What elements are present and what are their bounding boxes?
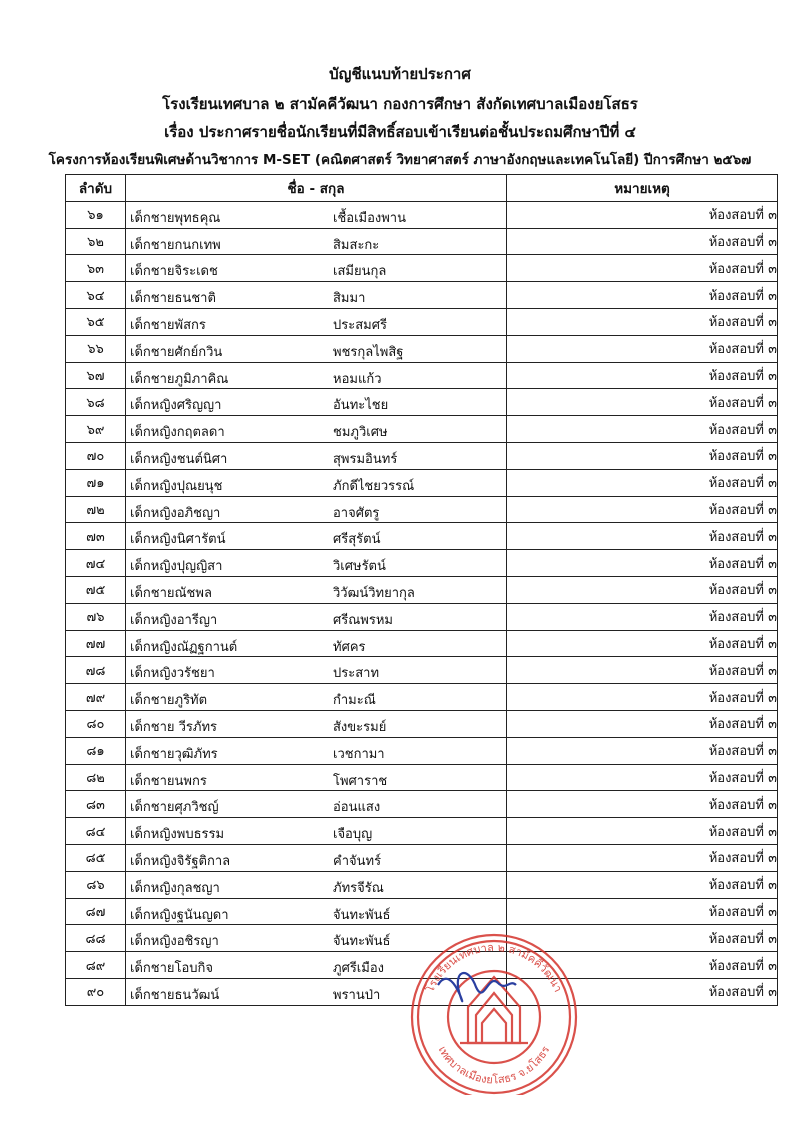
table-row: [66, 710, 778, 737]
table-row: [66, 737, 778, 764]
exam-room-note: ห้องสอบที่ ๓: [507, 201, 778, 228]
student-last-name: อันทะไชย: [333, 398, 389, 414]
student-first-name: เด็กชายภูริทัต: [130, 693, 208, 709]
row-number: ๘๓: [66, 791, 126, 818]
row-number: ๗๗: [66, 630, 126, 657]
student-first-name: เด็กหญิงอภิชญา: [130, 505, 221, 521]
student-name: [126, 308, 507, 335]
student-first-name: เด็กชาย วีรภัทร: [130, 719, 218, 735]
exam-room-note: ห้องสอบที่ ๓: [507, 791, 778, 818]
student-last-name: ประสาท: [333, 666, 380, 682]
student-last-name: วิเศษรัตน์: [333, 559, 386, 575]
student-first-name: เด็กชายพุทธคุณ: [130, 210, 221, 226]
student-first-name: เด็กชายวุฒิภัทร: [130, 746, 218, 762]
student-last-name: ชมภูวิเศษ: [333, 425, 388, 441]
student-name: [126, 201, 507, 228]
row-number: ๗๐: [66, 442, 126, 469]
exam-room-note: ห้องสอบที่ ๓: [507, 469, 778, 496]
table-row: [66, 469, 778, 496]
school-seal-stamp: [398, 925, 588, 1095]
student-last-name: เจือบุญ: [333, 827, 373, 843]
student-first-name: เด็กหญิงอารีญา: [130, 612, 218, 628]
row-number: ๖๑: [66, 201, 126, 228]
student-name: [126, 657, 507, 684]
table-row: [66, 416, 778, 443]
student-name: [126, 710, 507, 737]
table-row: [66, 255, 778, 282]
exam-room-note: ห้องสอบที่ ๓: [507, 389, 778, 416]
row-number: ๘๑: [66, 737, 126, 764]
table-row: [66, 201, 778, 228]
row-number: ๗๕: [66, 576, 126, 603]
exam-room-note: ห้องสอบที่ ๓: [507, 818, 778, 845]
exam-room-note: ห้องสอบที่ ๓: [507, 657, 778, 684]
student-first-name: เด็กชายจิระเดช: [130, 264, 218, 280]
row-number: ๗๖: [66, 603, 126, 630]
student-last-name: โพศาราช: [333, 773, 388, 789]
table-row: [66, 523, 778, 550]
table-row: [66, 576, 778, 603]
exam-room-note: ห้องสอบที่ ๓: [507, 282, 778, 309]
table-row: [66, 362, 778, 389]
student-name: [126, 764, 507, 791]
row-number: ๘๔: [66, 818, 126, 845]
exam-room-note: ห้องสอบที่ ๓: [507, 898, 778, 925]
student-first-name: เด็กชายนพกร: [130, 773, 207, 789]
student-name: [126, 818, 507, 845]
table-row: [66, 603, 778, 630]
exam-room-note: ห้องสอบที่ ๓: [507, 496, 778, 523]
row-number: ๗๑: [66, 469, 126, 496]
student-last-name: สิมมา: [333, 291, 366, 307]
column-header-name: ชื่อ - สกุล: [126, 175, 507, 202]
exam-room-note: ห้องสอบที่ ๓: [507, 228, 778, 255]
row-number: ๖๖: [66, 335, 126, 362]
row-number: ๖๕: [66, 308, 126, 335]
student-last-name: สุพรมอินทร์: [333, 451, 398, 467]
student-last-name: จันทะพันธ์: [333, 934, 391, 950]
student-first-name: เด็กชายกนกเทพ: [130, 237, 221, 253]
exam-room-note: ห้องสอบที่ ๓: [507, 710, 778, 737]
row-number: ๘๐: [66, 710, 126, 737]
student-first-name: เด็กหญิงกฤตลดา: [130, 425, 225, 441]
student-last-name: จันทะพันธ์: [333, 907, 391, 923]
student-last-name: สังขะรมย์: [333, 719, 387, 735]
student-first-name: เด็กหญิงศริญญา: [130, 398, 222, 414]
table-row: [66, 282, 778, 309]
exam-room-note: ห้องสอบที่ ๓: [507, 550, 778, 577]
student-first-name: เด็กหญิงปุญญิสา: [130, 559, 223, 575]
student-last-name: หอมแก้ว: [333, 371, 382, 387]
row-number: ๙๐: [66, 978, 126, 1005]
row-number: ๗๙: [66, 684, 126, 711]
student-name: [126, 362, 507, 389]
student-name: [126, 898, 507, 925]
table-body: [66, 201, 778, 1005]
table-row: [66, 308, 778, 335]
program-name: โครงการห้องเรียนพิเศษด้านวิชาการ M-SET (คณิตศาสตร์ วิทยาศาสตร์ ภาษาอังกฤษและเทคโนโลยี) ปีการศึกษา ๒๕๖๗: [48, 152, 752, 168]
table-row: [66, 764, 778, 791]
row-number: ๖๒: [66, 228, 126, 255]
table-row: [66, 496, 778, 523]
student-first-name: เด็กชายศุภวิชญ์: [130, 800, 219, 816]
row-number: ๖๔: [66, 282, 126, 309]
row-number: ๖๓: [66, 255, 126, 282]
row-number: ๗๓: [66, 523, 126, 550]
student-first-name: เด็กหญิงฐนันญดา: [130, 907, 229, 923]
row-number: ๘๒: [66, 764, 126, 791]
student-first-name: เด็กชายโอบกิจ: [130, 961, 214, 977]
student-name: [126, 603, 507, 630]
row-number: ๗๘: [66, 657, 126, 684]
exam-room-note: ห้องสอบที่ ๓: [507, 603, 778, 630]
exam-room-note: ห้องสอบที่ ๓: [507, 764, 778, 791]
student-last-name: ศรีณพรหม: [333, 612, 393, 628]
student-last-name: วิวัฒน์วิทยากุล: [333, 585, 415, 601]
table-row: [66, 818, 778, 845]
svg-text:โรงเรียนเทศบาล ๒ สามัคคีวัฒนา: โรงเรียนเทศบาล ๒ สามัคคีวัฒนา: [423, 940, 565, 995]
student-first-name: เด็กชายณัชพล: [130, 585, 212, 601]
table-row: [66, 228, 778, 255]
student-name: [126, 684, 507, 711]
table-row: [66, 550, 778, 577]
student-roster-table: [65, 174, 778, 1006]
student-first-name: เด็กหญิงกุลชญา: [130, 880, 220, 896]
student-name: [126, 389, 507, 416]
student-name: [126, 871, 507, 898]
student-name: [126, 550, 507, 577]
student-first-name: เด็กหญิงพบธรรม: [130, 827, 225, 843]
school-name: โรงเรียนเทศบาล ๒ สามัคคีวัฒนา กองการศึกษา สังกัดเทศบาลเมืองยโสธร: [162, 95, 638, 113]
student-last-name: เสมียนกุล: [333, 264, 387, 280]
table-row: [66, 791, 778, 818]
row-number: ๘๘: [66, 925, 126, 952]
student-last-name: พรานป่า: [333, 987, 381, 1003]
table-row: [66, 335, 778, 362]
student-last-name: สิมสะกะ: [333, 237, 380, 253]
exam-room-note: ห้องสอบที่ ๓: [507, 630, 778, 657]
student-name: [126, 496, 507, 523]
exam-room-note: ห้องสอบที่ ๓: [507, 978, 778, 1005]
column-header-note: หมายเหตุ: [507, 175, 778, 202]
row-number: ๖๘: [66, 389, 126, 416]
student-last-name: คำจันทร์: [333, 853, 382, 869]
row-number: ๘๙: [66, 952, 126, 979]
exam-room-note: ห้องสอบที่ ๓: [507, 684, 778, 711]
student-name: [126, 523, 507, 550]
student-name: [126, 791, 507, 818]
student-last-name: ศรีสุรัตน์: [333, 532, 381, 548]
exam-room-note: ห้องสอบที่ ๓: [507, 737, 778, 764]
student-first-name: เด็กหญิงปุณยนุช: [130, 478, 223, 494]
student-first-name: เด็กชายพัสกร: [130, 317, 206, 333]
table-row: [66, 389, 778, 416]
student-first-name: เด็กชายธนชาติ: [130, 291, 216, 307]
row-number: ๘๕: [66, 844, 126, 871]
row-number: ๖๙: [66, 416, 126, 443]
exam-room-note: ห้องสอบที่ ๓: [507, 416, 778, 443]
student-first-name: เด็กชายศักย์กวิน: [130, 344, 223, 360]
student-last-name: อ่อนแสง: [333, 800, 381, 816]
student-first-name: เด็กหญิงชนต์นิศา: [130, 451, 228, 467]
svg-text:เทศบาลเมืองยโสธร จ.ยโสธร: เทศบาลเมืองยโสธร จ.ยโสธร: [435, 1043, 553, 1087]
exam-room-note: ห้องสอบที่ ๓: [507, 871, 778, 898]
student-first-name: เด็กหญิงวรัชยา: [130, 666, 215, 682]
student-name: [126, 630, 507, 657]
student-name: [126, 416, 507, 443]
student-last-name: ภัทรจีรัณ: [333, 880, 384, 896]
student-last-name: พชรกุลไพสิฐ: [333, 344, 404, 360]
exam-room-note: ห้องสอบที่ ๓: [507, 925, 778, 952]
student-first-name: เด็กหญิงนิศารัตน์: [130, 532, 226, 548]
row-number: ๗๒: [66, 496, 126, 523]
exam-room-note: ห้องสอบที่ ๓: [507, 308, 778, 335]
table-row: [66, 871, 778, 898]
row-number: ๗๔: [66, 550, 126, 577]
table-row: [66, 684, 778, 711]
student-last-name: เวชกามา: [333, 746, 385, 762]
exam-room-note: ห้องสอบที่ ๓: [507, 362, 778, 389]
exam-room-note: ห้องสอบที่ ๓: [507, 335, 778, 362]
student-name: [126, 255, 507, 282]
student-name: [126, 442, 507, 469]
student-first-name: เด็กชายภูมิภาคิณ: [130, 371, 229, 387]
student-first-name: เด็กหญิงอชิรญา: [130, 934, 219, 950]
student-name: [126, 335, 507, 362]
student-name: [126, 737, 507, 764]
student-last-name: เชื้อเมืองพาน: [333, 210, 406, 226]
row-number: ๘๖: [66, 871, 126, 898]
student-last-name: อาจศัตรู: [333, 505, 380, 521]
announcement-subject: เรื่อง ประกาศรายชื่อนักเรียนที่มีสิทธิ์สอบเข้าเรียนต่อชั้นประถมศึกษาปีที่ ๔: [164, 123, 636, 141]
student-name: [126, 844, 507, 871]
exam-room-note: ห้องสอบที่ ๓: [507, 442, 778, 469]
row-number: ๘๗: [66, 898, 126, 925]
table-row: [66, 657, 778, 684]
exam-room-note: ห้องสอบที่ ๓: [507, 576, 778, 603]
student-first-name: เด็กชายธนวัฒน์: [130, 987, 220, 1003]
student-first-name: เด็กหญิงณัฏฐกานต์: [130, 639, 238, 655]
row-number: ๖๗: [66, 362, 126, 389]
column-header-number: ลำดับ: [66, 175, 126, 202]
exam-room-note: ห้องสอบที่ ๓: [507, 255, 778, 282]
announcement-title: บัญชีแนบท้ายประกาศ: [329, 65, 471, 83]
student-name: [126, 576, 507, 603]
student-last-name: ทัศคร: [333, 639, 366, 655]
table-row: [66, 630, 778, 657]
student-name: [126, 228, 507, 255]
student-last-name: ภูศรีเมือง: [333, 961, 384, 977]
table-row: [66, 844, 778, 871]
exam-room-note: ห้องสอบที่ ๓: [507, 952, 778, 979]
student-last-name: ประสมศรี: [333, 317, 387, 333]
student-name: [126, 469, 507, 496]
table-row: [66, 442, 778, 469]
exam-room-note: ห้องสอบที่ ๓: [507, 844, 778, 871]
student-first-name: เด็กหญิงจิรัฐติกาล: [130, 853, 231, 869]
student-last-name: ภักดีไชยวรรณ์: [333, 478, 415, 494]
table-row: [66, 898, 778, 925]
exam-room-note: ห้องสอบที่ ๓: [507, 523, 778, 550]
student-name: [126, 282, 507, 309]
student-last-name: กำมะณี: [333, 693, 376, 709]
table-header-row: [66, 175, 778, 202]
